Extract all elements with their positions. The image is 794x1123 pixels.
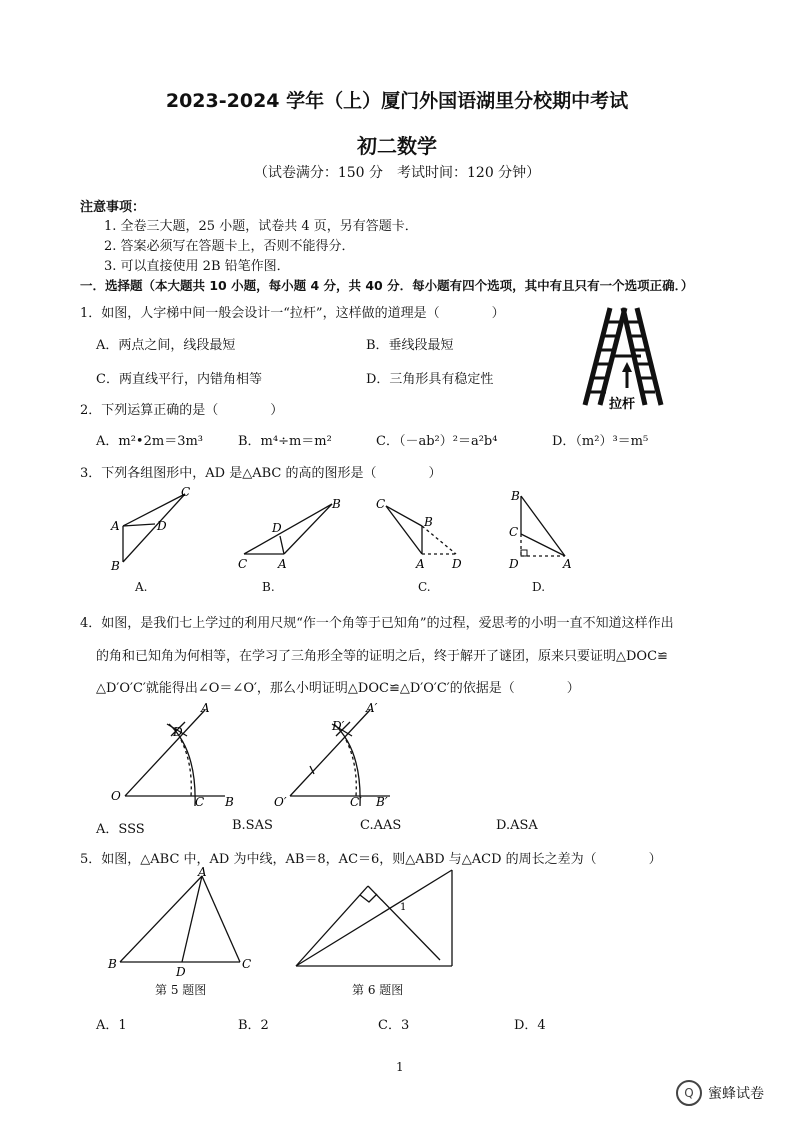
svg-text:O′: O′ — [274, 795, 287, 809]
q5-option-d: D．4 — [514, 1018, 546, 1033]
subject-title: 初二数学 — [357, 134, 437, 158]
q5-option-b: B．2 — [238, 1018, 269, 1033]
svg-text:A: A — [198, 865, 207, 879]
q5-figure — [100, 862, 270, 982]
exam-info: （试卷满分：150 分 考试时间：120 分钟） — [253, 165, 541, 181]
ladder-figure — [575, 300, 670, 415]
q4-line-1: 4．如图，是我们七上学过的利用尺规“作一个角等于已知角”的过程，爱思考的小明一直不知道这样作出 — [80, 616, 674, 631]
svg-text:A: A — [278, 557, 287, 571]
svg-text:A: A — [416, 557, 425, 571]
q5-option-c: C．3 — [378, 1018, 410, 1033]
q4-option-b: B.SAS — [232, 818, 273, 833]
svg-text:D: D — [509, 557, 519, 571]
svg-text:A: A — [563, 557, 572, 571]
q4-line-2: 的角和已知角为何相等，在学习了三角形全等的证明之后，终于解开了谜团，原来只要证明△DOC≌ — [96, 649, 668, 664]
svg-text:B: B — [332, 497, 341, 511]
svg-text:B: B — [424, 515, 433, 529]
note-item-2: 2. 答案必须写在答题卡上，否则不能得分． — [104, 239, 355, 254]
q2-option-c: C．（－ab²）²＝a²b⁴ — [376, 434, 498, 449]
q3-figure-c — [372, 494, 467, 574]
q3-label-c: C. — [418, 580, 431, 594]
svg-text:A: A — [201, 701, 210, 715]
q3-label-d: D. — [532, 580, 546, 594]
q4-figure-left — [105, 700, 245, 810]
q3-figure-a — [105, 484, 195, 574]
q4-option-d: D.ASA — [496, 818, 538, 833]
note-item-3: 3. 可以直接使用 2B 铅笔作图． — [104, 259, 290, 274]
q5-option-a: A．1 — [96, 1018, 127, 1033]
svg-text:C: C — [181, 485, 191, 499]
q3-figure-b — [232, 494, 342, 574]
q2-option-a: A．m²•2m＝3m³ — [96, 434, 204, 449]
q1-option-c: C．两直线平行，内错角相等 — [96, 372, 262, 387]
brand-icon: Q — [676, 1080, 702, 1106]
q3-figure-d — [505, 484, 585, 574]
svg-text:D: D — [272, 521, 282, 535]
svg-text:D: D — [157, 519, 167, 533]
q1-option-a: A．两点之间，线段最短 — [96, 338, 236, 353]
q3-stem: 3．下列各组图形中，AD 是△ABC 的高的图形是（ ） — [80, 466, 442, 481]
svg-text:D: D — [173, 725, 183, 739]
svg-text:A: A — [111, 519, 120, 533]
svg-text:B: B — [225, 795, 234, 809]
ladder-label: 拉杆 — [609, 397, 636, 412]
q4-line-3: △D′O′C′就能得出∠O＝∠O′，那么小明证明△DOC≌△D′O′C′的依据是（ ） — [96, 681, 580, 696]
q3-label-b: B. — [262, 580, 275, 594]
svg-text:C: C — [238, 557, 248, 571]
q1-stem: 1．如图，人字梯中间一般会设计一“拉杆”，这样做的道理是（ ） — [80, 306, 505, 321]
svg-text:D: D — [176, 965, 186, 979]
svg-text:C: C — [509, 525, 519, 539]
note-item-1: 1. 全卷三大题，25 小题，试卷共 4 页，另有答题卡． — [104, 219, 418, 234]
svg-text:O: O — [111, 789, 121, 803]
brand-name: 蜜蜂试卷 — [708, 1086, 764, 1102]
svg-text:C: C — [242, 957, 252, 971]
notes-heading: 注意事项： — [80, 200, 146, 215]
svg-text:C′: C′ — [350, 795, 362, 809]
svg-text:A′: A′ — [366, 701, 378, 715]
q4-option-a: A．SSS — [96, 822, 145, 837]
q5-stem: 5．如图，△ABC 中，AD 为中线，AB＝8，AC＝6，则△ABD 与△ACD 的周长之差为（ ） — [80, 852, 662, 867]
svg-text:1: 1 — [400, 902, 407, 913]
page-number: 1 — [396, 1060, 404, 1074]
q3-label-a: A. — [135, 580, 148, 594]
exam-title: 2023-2024 学年（上）厦门外国语湖里分校期中考试 — [165, 90, 629, 112]
svg-text:B: B — [111, 559, 120, 573]
brand-logo — [676, 1080, 764, 1106]
svg-text:C: C — [195, 795, 205, 809]
q5-figure-caption: 第 5 题图 — [155, 983, 207, 997]
q4-option-c: C.AAS — [360, 818, 402, 833]
q6-figure — [290, 862, 465, 977]
svg-text:B: B — [108, 957, 117, 971]
q1-option-d: D．三角形具有稳定性 — [366, 372, 494, 387]
svg-text:D′: D′ — [332, 719, 345, 733]
q4-figure-right — [270, 700, 410, 810]
svg-text:D: D — [452, 557, 462, 571]
svg-text:B: B — [511, 489, 520, 503]
section-heading: 一．选择题（本大题共 10 小题，每小题 4 分，共 40 分．每小题有四个选项，其中有且只有一个选项正确．） — [80, 278, 694, 293]
svg-text:C: C — [376, 497, 386, 511]
q2-option-d: D．（m²）³＝m⁵ — [552, 434, 649, 449]
q2-option-b: B．m⁴÷m＝m² — [238, 434, 332, 449]
q2-stem: 2．下列运算正确的是（ ） — [80, 403, 284, 418]
q1-option-b: B．垂线段最短 — [366, 338, 454, 353]
svg-text:B′: B′ — [376, 795, 388, 809]
q6-figure-caption: 第 6 题图 — [352, 983, 404, 997]
